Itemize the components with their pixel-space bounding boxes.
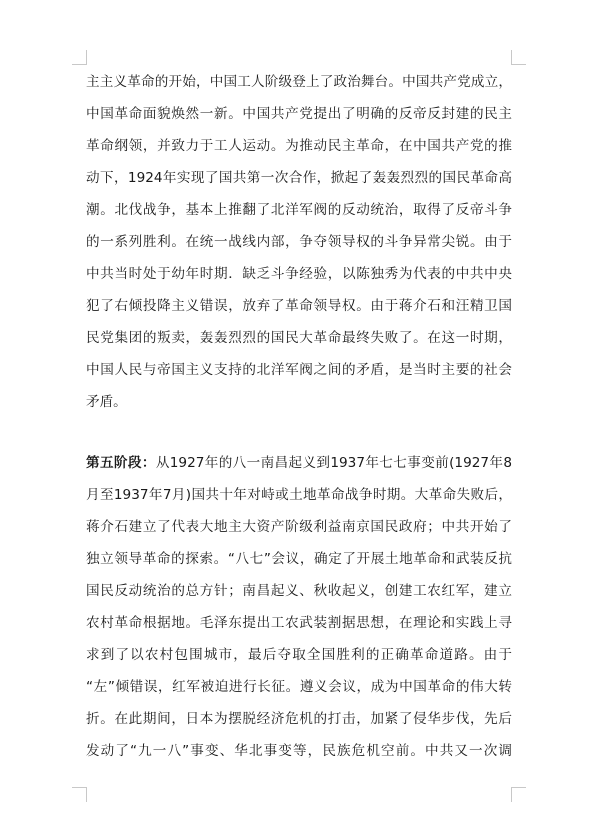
paragraph-line: 中国革命面貌焕然一新。中国共产党提出了明确的反帝反封建的民主 [86,106,512,122]
paragraph-line: “左”倾错误，红军被迫进行长征。遵义会议，成为中国革命的伟大转 [86,679,512,695]
paragraph-spacer [86,418,512,447]
paragraph-line: 中共当时处于幼年时期．缺乏斗争经验，以陈独秀为代表的中共中央 [86,266,512,282]
paragraph-line: 矛盾。 [86,394,127,410]
paragraph-line: 国民反动统治的总方针；南昌起义、秋收起义，创建工农红军，建立 [86,583,512,599]
heading-line-text: 从1927年的八一南昌起义到1937年七七事变前(1927年8 [155,455,512,471]
crop-mark-bottom-right [511,787,526,802]
paragraph-line: 民党集团的叛卖，轰轰烈烈的国民大革命最终失败了。在这一时期， [86,330,512,346]
paragraph-line: 潮。北伐战争，基本上推翻了北洋军阀的反动统治，取得了反帝斗争 [86,202,512,218]
paragraph-line: 农村革命根据地。毛泽东提出工农武装割据思想，在理论和实践上寻 [86,615,512,631]
paragraph-line-with-heading [86,447,512,479]
paragraph-line: 的一系列胜利。在统一战线内部，争夺领导权的斗争异常尖锐。由于 [86,234,512,250]
paragraph-line: 主主义革命的开始，中国工人阶级登上了政治舞台。中国共产党成立， [86,74,512,90]
paragraph-line: 独立领导革命的探索。“八七”会议，确定了开展土地革命和武装反抗 [86,551,512,567]
paragraph-2 [86,447,512,767]
paragraph-line: 革命纲领，并致力于工人运动。为推动民主革命，在中国共产党的推 [86,138,512,154]
crop-mark-top-right [511,50,526,65]
crop-mark-top-left [72,50,87,65]
paragraph-line: 动下，1924年实现了国共第一次合作，掀起了轰轰烈烈的国民革命高 [86,170,512,186]
paragraph-line: 犯了右倾投降主义错误，放弃了革命领导权。由于蒋介石和汪精卫国 [86,298,512,314]
document-body [86,66,512,767]
paragraph-line: 月至1937年7月)国共十年对峙或土地革命战争时期。大革命失败后， [86,487,512,503]
paragraph-line: 蒋介石建立了代表大地主大资产阶级利益南京国民政府；中共开始了 [86,519,512,535]
paragraph-line: 中国人民与帝国主义支持的北洋军阀之间的矛盾，是当时主要的社会 [86,362,512,378]
stage-heading: 第五阶段： [86,455,156,471]
crop-mark-bottom-left [72,787,87,802]
paragraph-1 [86,66,512,418]
paragraph-line: 求到了以农村包围城市，最后夺取全国胜利的正确革命道路。由于 [86,647,512,663]
paragraph-line: 折。在此期间，日本为摆脱经济危机的打击，加紧了侵华步伐，先后 [86,711,512,727]
paragraph-line: 发动了“九一八”事变、华北事变等，民族危机空前。中共又一次调 [86,743,512,759]
